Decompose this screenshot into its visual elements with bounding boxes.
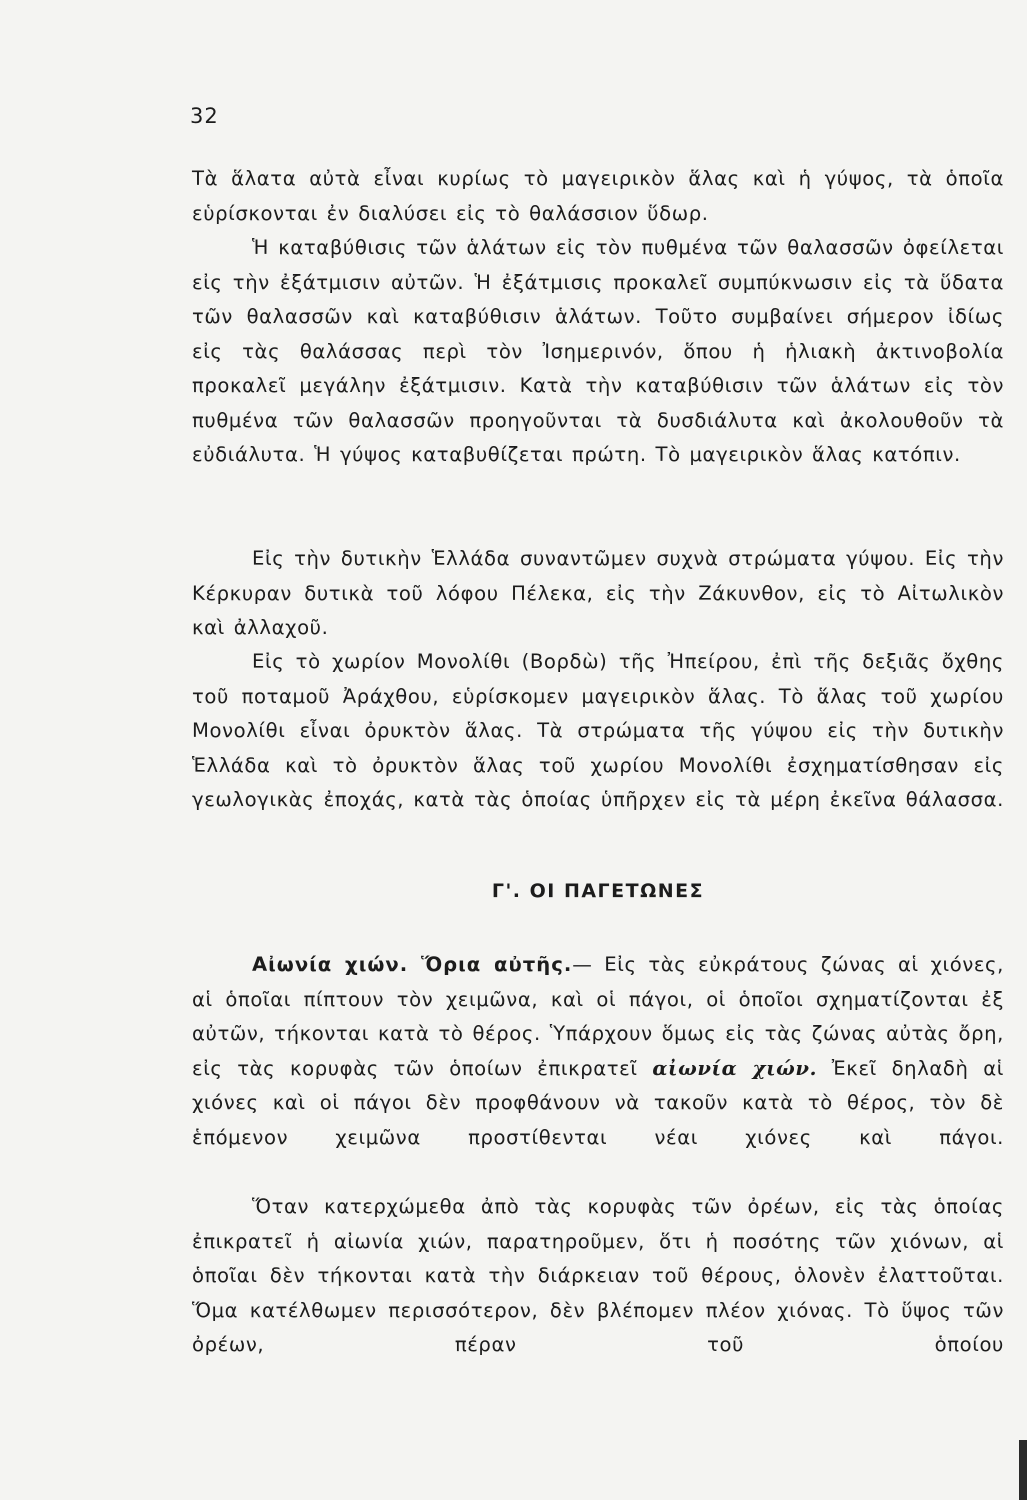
eternal-snow-emphasis: αἰωνία χιών. [652, 1056, 818, 1080]
section-heading-glaciers: Γ'. ΟΙ ΠΑΓΕΤΩΝΕΣ [491, 880, 705, 902]
eternal-snow-text-2: Ἐκεῖ δηλαδὴ αἱ χιόνες καὶ οἱ πάγοι δὲν προφθάνουν νὰ τακοῦν κατὰ τὸ θέρος, τὸν δὲ ἑπόμενον χειμῶνα προστίθενται νέαι χιόνες καὶ πάγοι. [192, 1056, 1004, 1149]
paragraph-salt-deposition: Ἡ καταβύθισις τῶν ἁλάτων εἰς τὸν πυθμένα τῶν θαλασσῶν ὀφείλεται εἰς τὴν ἐξάτμισιν αὐτῶν. Ἡ ἐξάτμισις προκαλεῖ συμπύκνωσιν εἰς τὰ ὕδατα τῶν θαλασσῶν καὶ καταβύθισιν ἁλάτων. Τοῦτο συμβαίνει σήμερον ἰδίως εἰς τὰς θαλάσσας περὶ τὸν Ἰσημερινόν, ὅπου ἡ ἡλιακὴ ἀκτινοβολία προκαλεῖ μεγάλην ἐξάτμισιν. Κατὰ τὴν καταβύθισιν τῶν ἁλάτων εἰς τὸν πυθμένα τῶν θαλασσῶν προηγοῦνται τὰ δυσδιάλυτα καὶ ἀκολουθοῦν τὰ εὐδιάλυτα. Ἡ γύψος καταβυθίζεται πρώτη. Τὸ μαγειρικὸν ἅλας κατόπιν. [192, 236, 1004, 466]
eternal-snow-lead: Αἰωνία χιών. Ὅρια αὐτῆς. [252, 953, 573, 976]
paragraph-eternal-snow [192, 948, 1004, 1155]
eternal-snow-text-1: — Εἰς τὰς εὐκράτους ζώνας αἱ χιόνες, αἱ ὁποῖαι πίπτουν τὸν χειμῶνα, καὶ οἱ πάγοι, οἱ ὁποῖοι σχηματίζονται ἐξ αὐτῶν, τήκονται κατὰ τὸ θέρος. Ὑπάρχουν ὅμως εἰς τὰς ζώνας αὐτὰς ὄρη, εἰς τὰς κορυφὰς τῶν ὁποίων ἐπικρατεῖ [192, 953, 1004, 1080]
page-number: 32 [190, 104, 219, 128]
paragraph-snow-descending: Ὅταν κατερχώμεθα ἀπὸ τὰς κορυφὰς τῶν ὀρέων, εἰς τὰς ὁποίας ἐπικρατεῖ ἡ αἰωνία χιών, παρατηροῦμεν, ὅτι ἡ ποσότης τῶν χιόνων, αἱ ὁποῖαι δὲν τήκονται κατὰ τὴν διάρκειαν τοῦ θέρους, ὁλονὲν ἐλαττοῦται. Ὅμα κατέλθωμεν περισσότερον, δὲν βλέπομεν πλέον χιόνας. Τὸ ὕψος τῶν ὀρέων, πέραν τοῦ ὁποίου [192, 1195, 1004, 1356]
paragraph-monolithi-salt: Εἰς τὸ χωρίον Μονολίθι (Βορδὼ) τῆς Ἠπείρου, ἐπὶ τῆς δεξιᾶς ὄχθης τοῦ ποταμοῦ Ἀράχθου, εὑρίσκομεν μαγειρικὸν ἅλας. Τὸ ἅλας τοῦ χωρίου Μονολίθι εἶναι ὀρυκτὸν ἅλας. Τὰ στρώματα τῆς γύψου εἰς τὴν δυτικὴν Ἑλλάδα καὶ τὸ ὀρυκτὸν ἅλας τοῦ χωρίου Μονολίθι ἐσχηματίσθησαν εἰς γεωλογικὰς ἐποχάς, κατὰ τὰς ὁποίας ὑπῆρχεν εἰς τὰ μέρη ἐκεῖνα θάλασσα. [192, 650, 1004, 811]
paragraph-gypsum-greece: Εἰς τὴν δυτικὴν Ἑλλάδα συναντῶμεν συχνὰ στρώματα γύψου. Εἰς τὴν Κέρκυραν δυτικὰ τοῦ λόφου Πέλεκα, εἰς τὴν Ζάκυνθον, εἰς τὸ Αἰτωλικὸν καὶ ἀλλαχοῦ. [192, 547, 1004, 639]
page-edge-mark [1019, 1440, 1027, 1500]
paragraph-salts-intro: Τὰ ἅλατα αὐτὰ εἶναι κυρίως τὸ μαγειρικὸν ἅλας καὶ ἡ γύψος, τὰ ὁποῖα εὑρίσκονται ἐν διαλύσει εἰς τὸ θαλάσσιον ὕδωρ. [192, 167, 1004, 225]
